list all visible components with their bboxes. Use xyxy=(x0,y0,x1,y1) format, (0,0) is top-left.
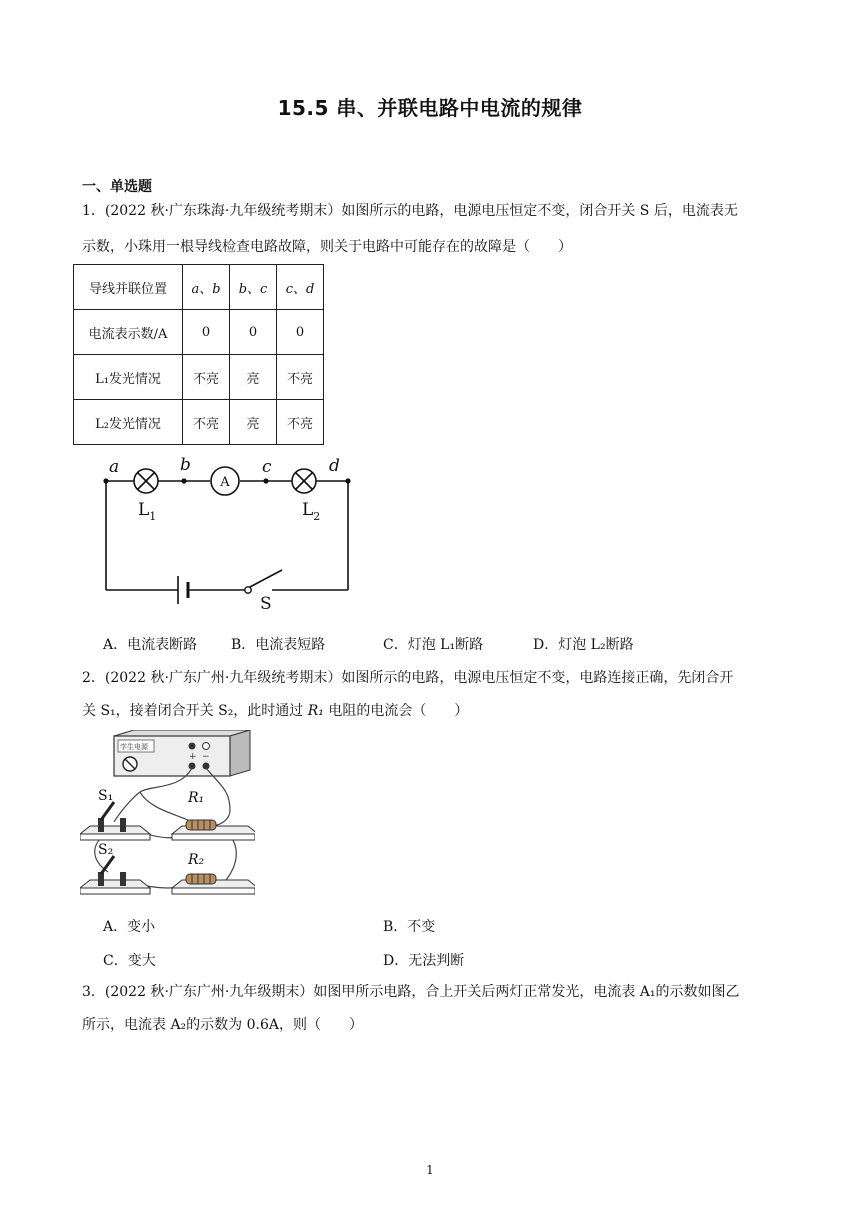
table-row xyxy=(74,355,324,400)
table-row xyxy=(74,400,324,445)
table-cell: 电流表示数/A xyxy=(74,310,183,355)
q1-option-d[interactable]: D．灯泡 L₂断路 xyxy=(533,637,634,653)
page-number: 1 xyxy=(426,1163,434,1177)
s2-label: S₂ xyxy=(98,842,114,858)
q2-stem-line1: 2．(2022 秋·广东广州·九年级统考期末）如图所示的电路，电源电压恒定不变，电路连接正确，先闭合开 xyxy=(82,670,734,686)
r1-label: R₁ xyxy=(188,790,205,806)
q2-option-b[interactable]: B．不变 xyxy=(383,919,436,935)
junction-c xyxy=(263,478,268,483)
q1-option-b[interactable]: B．电流表短路 xyxy=(231,637,326,653)
power-supply xyxy=(114,730,250,776)
q1-stem-line1: 1．(2022 秋·广东珠海·九年级统考期末）如图所示的电路，电源电压恒定不变，闭合开关 S 后，电流表无 xyxy=(82,203,738,219)
switch-pivot xyxy=(245,587,251,593)
ammeter-symbol xyxy=(211,467,239,495)
table-cell: L₁发光情况 xyxy=(74,355,183,400)
page-title: 15.5 串、并联电路中电流的规律 xyxy=(277,96,583,120)
switch-label: S xyxy=(260,594,272,614)
resistor-r1 xyxy=(172,820,255,840)
q1-circuit-diagram xyxy=(96,452,366,617)
table-cell: 0 xyxy=(183,310,230,355)
resistor-r2 xyxy=(172,874,255,894)
table-cell: 不亮 xyxy=(183,355,230,400)
s1-label: S₁ xyxy=(98,788,114,804)
table-cell: 0 xyxy=(277,310,324,355)
svg-text:+: + xyxy=(189,752,197,762)
q2-apparatus-figure xyxy=(80,730,255,902)
q2-option-a[interactable]: A．变小 xyxy=(103,919,156,935)
q2-option-c[interactable]: C．变大 xyxy=(103,953,156,969)
table-cell: 不亮 xyxy=(277,355,324,400)
table-cell: 不亮 xyxy=(183,400,230,445)
switch-s2 xyxy=(80,856,150,894)
r2-label: R₂ xyxy=(188,852,205,868)
ammeter-label: A xyxy=(220,475,230,490)
q1-option-c[interactable]: C．灯泡 L₁断路 xyxy=(383,637,484,653)
point-label-c: c xyxy=(262,457,272,477)
q3-stem-line2: 所示，电流表 A₂的示数为 0.6A，则（ ） xyxy=(82,1017,363,1033)
table-cell: b、c xyxy=(230,265,277,310)
lamp1-label: $L_1$ xyxy=(138,500,157,523)
q3-stem-line1: 3．(2022 秋·广东广州·九年级期末）如图甲所示电路，合上开关后两灯正常发光，电流表 A₁的示数如图乙 xyxy=(82,984,740,1000)
junction-b xyxy=(181,478,186,483)
q2-option-d[interactable]: D．无法判断 xyxy=(383,953,465,969)
table-cell: 亮 xyxy=(230,400,277,445)
table-header-row xyxy=(74,265,324,310)
q2-stem-line2: 关 S₁，接着闭合开关 S₂，此时通过 R₁ 电阻的电流会（ ） xyxy=(82,703,469,719)
table-row xyxy=(74,310,324,355)
power-supply-label: 学生电源 xyxy=(120,743,148,751)
table-cell: 亮 xyxy=(230,355,277,400)
section-heading: 一、单选题 xyxy=(82,179,152,195)
q1-data-table xyxy=(73,264,324,445)
lamp2-label: $L_2$ xyxy=(302,500,321,523)
battery-symbol xyxy=(178,576,188,604)
table-cell: 导线并联位置 xyxy=(74,265,183,310)
point-label-b: b xyxy=(180,455,191,475)
table-cell: a、b xyxy=(183,265,230,310)
table-cell: 0 xyxy=(230,310,277,355)
svg-text:−: − xyxy=(202,752,210,762)
lamp2-symbol xyxy=(292,469,316,493)
point-label-d: d xyxy=(329,456,340,476)
point-label-a: a xyxy=(109,457,120,477)
junction-a xyxy=(103,478,108,483)
lamp1-symbol xyxy=(134,469,158,493)
table-cell: c、d xyxy=(277,265,324,310)
table-cell: 不亮 xyxy=(277,400,324,445)
table-cell: L₂发光情况 xyxy=(74,400,183,445)
junction-d xyxy=(345,478,350,483)
q1-option-a[interactable]: A．电流表断路 xyxy=(103,637,198,653)
q1-stem-line2: 示数，小珠用一根导线检查电路故障，则关于电路中可能存在的故障是（ ） xyxy=(82,239,572,255)
